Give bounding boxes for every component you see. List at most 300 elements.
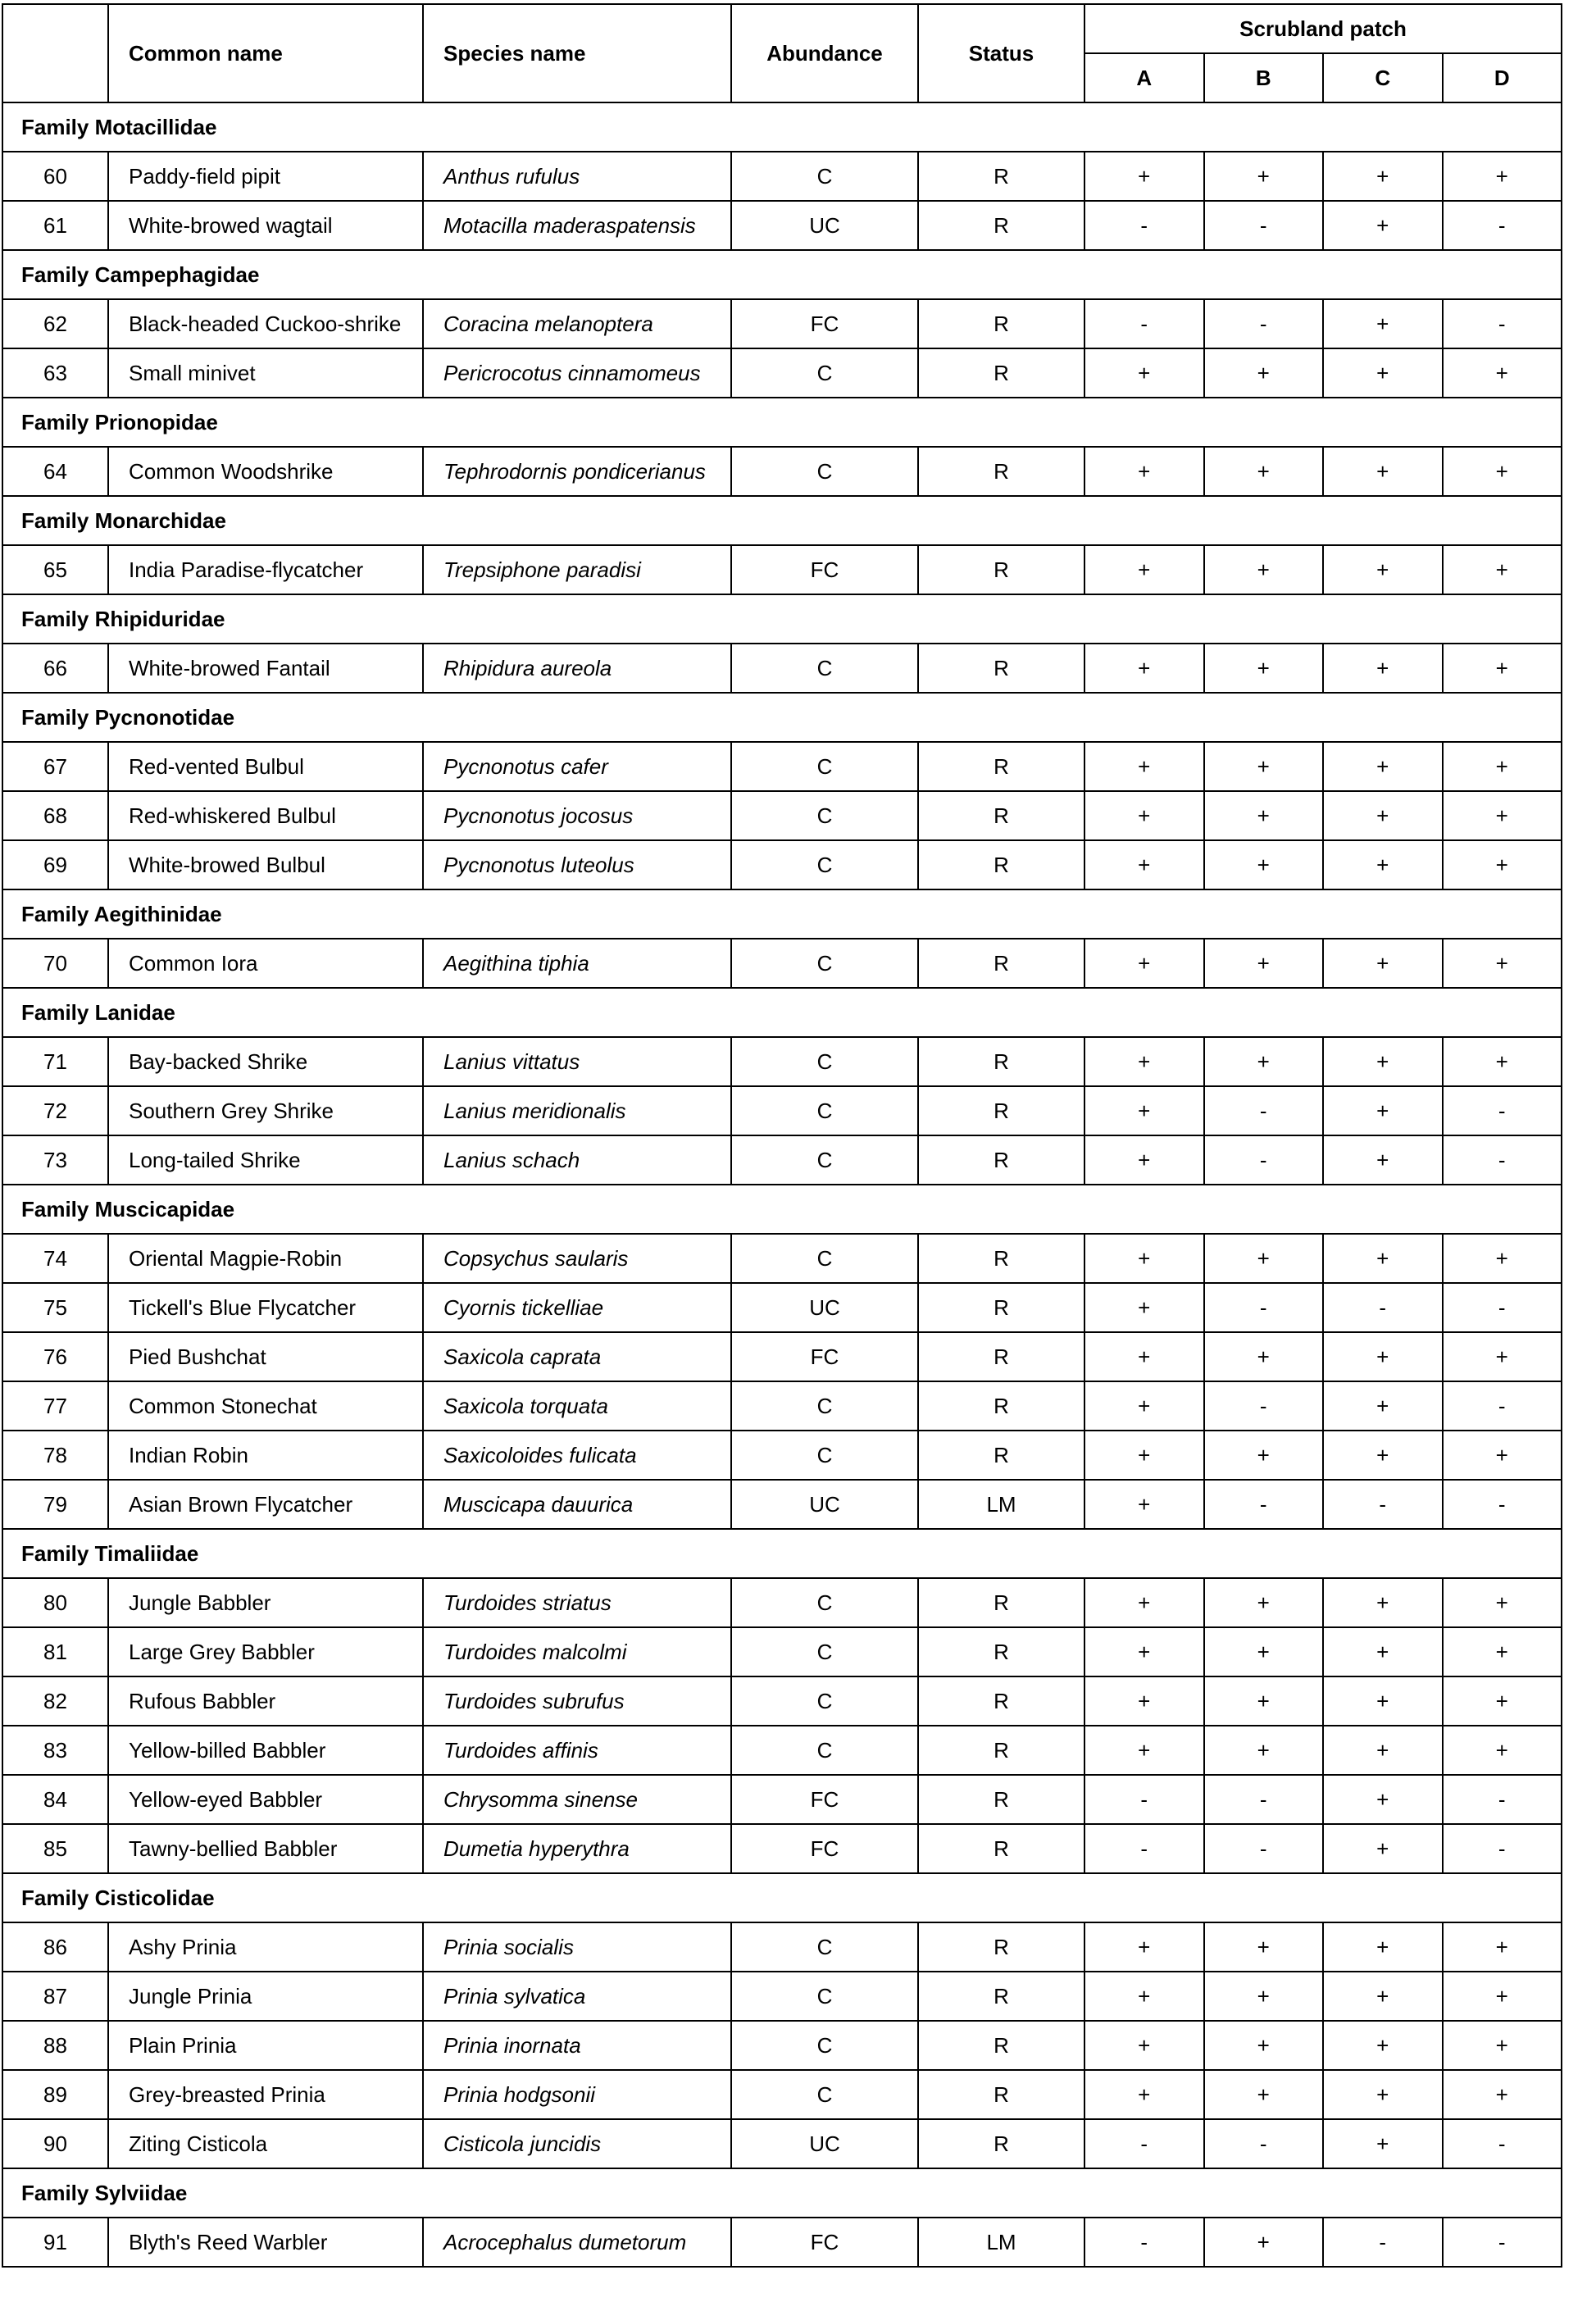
cell-patch-d: +: [1443, 840, 1562, 889]
table-row: [2, 644, 1562, 693]
cell-status: R: [918, 1922, 1084, 1972]
cell-number: 91: [2, 2218, 108, 2267]
cell-patch-a: +: [1084, 1627, 1204, 1676]
cell-patch-a: +: [1084, 644, 1204, 693]
cell-patch-c: +: [1323, 1726, 1443, 1775]
cell-patch-b: +: [1204, 1431, 1324, 1480]
cell-patch-a: +: [1084, 152, 1204, 201]
cell-number: 62: [2, 299, 108, 348]
cell-patch-a: +: [1084, 791, 1204, 840]
cell-patch-d: -: [1443, 1381, 1562, 1431]
cell-abundance: C: [731, 1578, 918, 1627]
cell-number: 87: [2, 1972, 108, 2021]
cell-species-name: Pericrocotus cinnamomeus: [423, 348, 731, 398]
cell-number: 84: [2, 1775, 108, 1824]
cell-abundance: C: [731, 644, 918, 693]
cell-status: R: [918, 299, 1084, 348]
cell-status: R: [918, 1676, 1084, 1726]
cell-abundance: C: [731, 939, 918, 988]
cell-number: 82: [2, 1676, 108, 1726]
cell-patch-b: +: [1204, 1676, 1324, 1726]
header-status: Status: [918, 4, 1084, 102]
cell-patch-c: +: [1323, 1135, 1443, 1185]
table-row: [2, 1234, 1562, 1283]
cell-species-name: Cyornis tickelliae: [423, 1283, 731, 1332]
family-label: Family Muscicapidae: [2, 1185, 1562, 1234]
cell-abundance: C: [731, 1381, 918, 1431]
cell-abundance: C: [731, 1037, 918, 1086]
cell-abundance: C: [731, 447, 918, 496]
cell-common-name: Ziting Cisticola: [108, 2119, 423, 2168]
cell-patch-d: -: [1443, 299, 1562, 348]
cell-status: R: [918, 1234, 1084, 1283]
cell-patch-a: -: [1084, 1824, 1204, 1873]
cell-abundance: C: [731, 1431, 918, 1480]
cell-patch-d: -: [1443, 1283, 1562, 1332]
cell-patch-b: -: [1204, 1283, 1324, 1332]
cell-abundance: C: [731, 2021, 918, 2070]
cell-patch-c: +: [1323, 348, 1443, 398]
cell-abundance: C: [731, 1922, 918, 1972]
header-patch-c: C: [1323, 53, 1443, 102]
cell-patch-b: +: [1204, 2218, 1324, 2267]
table-row: [2, 791, 1562, 840]
family-label: Family Motacillidae: [2, 102, 1562, 152]
family-label: Family Sylviidae: [2, 2168, 1562, 2218]
header-patch-a: A: [1084, 53, 1204, 102]
cell-species-name: Anthus rufulus: [423, 152, 731, 201]
cell-patch-c: +: [1323, 1086, 1443, 1135]
cell-patch-c: +: [1323, 742, 1443, 791]
cell-species-name: Prinia hodgsonii: [423, 2070, 731, 2119]
cell-number: 65: [2, 545, 108, 594]
cell-common-name: Common Woodshrike: [108, 447, 423, 496]
cell-patch-d: -: [1443, 201, 1562, 250]
cell-common-name: White-browed wagtail: [108, 201, 423, 250]
table-row: [2, 1431, 1562, 1480]
cell-status: R: [918, 447, 1084, 496]
cell-species-name: Pycnonotus jocosus: [423, 791, 731, 840]
cell-number: 69: [2, 840, 108, 889]
cell-patch-c: +: [1323, 545, 1443, 594]
cell-status: LM: [918, 1480, 1084, 1529]
cell-species-name: Aegithina tiphia: [423, 939, 731, 988]
cell-patch-c: +: [1323, 152, 1443, 201]
cell-abundance: FC: [731, 2218, 918, 2267]
cell-status: R: [918, 1824, 1084, 1873]
cell-status: R: [918, 1135, 1084, 1185]
cell-patch-a: +: [1084, 1578, 1204, 1627]
cell-patch-a: +: [1084, 1922, 1204, 1972]
cell-patch-b: -: [1204, 299, 1324, 348]
cell-species-name: Trepsiphone paradisi: [423, 545, 731, 594]
cell-patch-c: +: [1323, 1922, 1443, 1972]
cell-species-name: Prinia inornata: [423, 2021, 731, 2070]
cell-number: 75: [2, 1283, 108, 1332]
header-number: [2, 4, 108, 102]
cell-patch-c: +: [1323, 939, 1443, 988]
cell-patch-d: +: [1443, 1431, 1562, 1480]
cell-number: 76: [2, 1332, 108, 1381]
cell-number: 66: [2, 644, 108, 693]
cell-patch-c: +: [1323, 1578, 1443, 1627]
family-row: [2, 250, 1562, 299]
cell-status: R: [918, 840, 1084, 889]
cell-patch-b: +: [1204, 840, 1324, 889]
cell-status: R: [918, 2021, 1084, 2070]
table-row: [2, 2021, 1562, 2070]
cell-patch-d: +: [1443, 1627, 1562, 1676]
cell-patch-c: -: [1323, 2218, 1443, 2267]
cell-patch-a: +: [1084, 1037, 1204, 1086]
table-row: [2, 1775, 1562, 1824]
cell-patch-c: +: [1323, 201, 1443, 250]
cell-patch-a: -: [1084, 1775, 1204, 1824]
cell-abundance: C: [731, 2070, 918, 2119]
cell-number: 77: [2, 1381, 108, 1431]
cell-species-name: Acrocephalus dumetorum: [423, 2218, 731, 2267]
cell-abundance: C: [731, 742, 918, 791]
table-row: [2, 299, 1562, 348]
cell-common-name: Long-tailed Shrike: [108, 1135, 423, 1185]
cell-abundance: UC: [731, 201, 918, 250]
cell-common-name: Oriental Magpie-Robin: [108, 1234, 423, 1283]
cell-common-name: Southern Grey Shrike: [108, 1086, 423, 1135]
cell-abundance: FC: [731, 1332, 918, 1381]
table-row: [2, 1972, 1562, 2021]
header-common-name: Common name: [108, 4, 423, 102]
cell-common-name: Black-headed Cuckoo-shrike: [108, 299, 423, 348]
cell-species-name: Copsychus saularis: [423, 1234, 731, 1283]
cell-common-name: Paddy-field pipit: [108, 152, 423, 201]
family-label: Family Pycnonotidae: [2, 693, 1562, 742]
cell-patch-d: +: [1443, 1332, 1562, 1381]
cell-abundance: C: [731, 1726, 918, 1775]
cell-patch-a: +: [1084, 1086, 1204, 1135]
cell-patch-c: -: [1323, 1283, 1443, 1332]
table-row: [2, 348, 1562, 398]
cell-patch-d: -: [1443, 1775, 1562, 1824]
cell-number: 63: [2, 348, 108, 398]
cell-common-name: Bay-backed Shrike: [108, 1037, 423, 1086]
cell-species-name: Dumetia hyperythra: [423, 1824, 731, 1873]
cell-common-name: India Paradise-flycatcher: [108, 545, 423, 594]
cell-number: 71: [2, 1037, 108, 1086]
cell-common-name: Common Stonechat: [108, 1381, 423, 1431]
cell-patch-b: +: [1204, 791, 1324, 840]
cell-species-name: Lanius schach: [423, 1135, 731, 1185]
cell-common-name: Large Grey Babbler: [108, 1627, 423, 1676]
cell-patch-a: +: [1084, 2021, 1204, 2070]
cell-patch-a: -: [1084, 299, 1204, 348]
table-row: [2, 1086, 1562, 1135]
cell-patch-c: +: [1323, 447, 1443, 496]
cell-number: 90: [2, 2119, 108, 2168]
cell-common-name: Small minivet: [108, 348, 423, 398]
family-label: Family Lanidae: [2, 988, 1562, 1037]
cell-patch-d: +: [1443, 348, 1562, 398]
cell-patch-c: +: [1323, 2119, 1443, 2168]
family-row: [2, 1529, 1562, 1578]
cell-number: 60: [2, 152, 108, 201]
cell-patch-a: +: [1084, 1972, 1204, 2021]
table-row: [2, 1922, 1562, 1972]
cell-patch-c: +: [1323, 1775, 1443, 1824]
cell-number: 74: [2, 1234, 108, 1283]
cell-number: 86: [2, 1922, 108, 1972]
table-row: [2, 1676, 1562, 1726]
cell-status: R: [918, 1726, 1084, 1775]
cell-patch-c: +: [1323, 644, 1443, 693]
species-table-container: [2, 3, 1561, 2268]
cell-number: 72: [2, 1086, 108, 1135]
cell-abundance: C: [731, 1972, 918, 2021]
table-row: [2, 545, 1562, 594]
table-row: [2, 939, 1562, 988]
cell-abundance: C: [731, 348, 918, 398]
cell-species-name: Motacilla maderaspatensis: [423, 201, 731, 250]
family-row: [2, 1185, 1562, 1234]
cell-patch-d: +: [1443, 742, 1562, 791]
cell-patch-b: +: [1204, 2070, 1324, 2119]
cell-patch-b: +: [1204, 939, 1324, 988]
cell-patch-c: +: [1323, 1332, 1443, 1381]
cell-patch-a: +: [1084, 1726, 1204, 1775]
family-row: [2, 2168, 1562, 2218]
cell-patch-b: +: [1204, 1578, 1324, 1627]
cell-status: R: [918, 152, 1084, 201]
cell-status: R: [918, 939, 1084, 988]
table-row: [2, 840, 1562, 889]
cell-status: R: [918, 1332, 1084, 1381]
cell-patch-d: +: [1443, 939, 1562, 988]
cell-species-name: Muscicapa dauurica: [423, 1480, 731, 1529]
table-row: [2, 152, 1562, 201]
cell-status: LM: [918, 2218, 1084, 2267]
table-row: [2, 1135, 1562, 1185]
cell-species-name: Chrysomma sinense: [423, 1775, 731, 1824]
cell-status: R: [918, 1775, 1084, 1824]
cell-patch-b: +: [1204, 644, 1324, 693]
cell-patch-b: +: [1204, 447, 1324, 496]
cell-abundance: FC: [731, 1775, 918, 1824]
family-row: [2, 693, 1562, 742]
cell-species-name: Pycnonotus cafer: [423, 742, 731, 791]
header-species-name: Species name: [423, 4, 731, 102]
cell-status: R: [918, 1578, 1084, 1627]
cell-patch-c: +: [1323, 1431, 1443, 1480]
cell-patch-b: +: [1204, 1627, 1324, 1676]
cell-number: 88: [2, 2021, 108, 2070]
cell-status: R: [918, 1381, 1084, 1431]
cell-abundance: UC: [731, 1283, 918, 1332]
cell-patch-a: +: [1084, 545, 1204, 594]
cell-common-name: Blyth's Reed Warbler: [108, 2218, 423, 2267]
table-row: [2, 1824, 1562, 1873]
cell-patch-a: -: [1084, 2119, 1204, 2168]
cell-common-name: Indian Robin: [108, 1431, 423, 1480]
cell-patch-b: +: [1204, 1726, 1324, 1775]
cell-status: R: [918, 1972, 1084, 2021]
cell-common-name: Common Iora: [108, 939, 423, 988]
cell-status: R: [918, 742, 1084, 791]
cell-patch-d: -: [1443, 2218, 1562, 2267]
cell-patch-d: +: [1443, 1578, 1562, 1627]
cell-common-name: Tawny-bellied Babbler: [108, 1824, 423, 1873]
cell-number: 78: [2, 1431, 108, 1480]
table-row: [2, 1480, 1562, 1529]
cell-species-name: Turdoides striatus: [423, 1578, 731, 1627]
family-label: Family Aegithinidae: [2, 889, 1562, 939]
cell-patch-a: +: [1084, 1332, 1204, 1381]
cell-patch-c: +: [1323, 1037, 1443, 1086]
cell-patch-a: -: [1084, 201, 1204, 250]
header-patch-d: D: [1443, 53, 1562, 102]
cell-abundance: C: [731, 791, 918, 840]
cell-abundance: C: [731, 1086, 918, 1135]
cell-common-name: Yellow-billed Babbler: [108, 1726, 423, 1775]
cell-patch-a: +: [1084, 2070, 1204, 2119]
cell-common-name: Jungle Prinia: [108, 1972, 423, 2021]
cell-number: 85: [2, 1824, 108, 1873]
cell-abundance: C: [731, 152, 918, 201]
table-row: [2, 1726, 1562, 1775]
cell-patch-c: +: [1323, 1824, 1443, 1873]
cell-patch-d: +: [1443, 791, 1562, 840]
cell-patch-b: -: [1204, 1775, 1324, 1824]
species-table: [2, 3, 1562, 2268]
cell-patch-d: -: [1443, 1824, 1562, 1873]
cell-patch-d: +: [1443, 447, 1562, 496]
cell-number: 73: [2, 1135, 108, 1185]
cell-species-name: Cisticola juncidis: [423, 2119, 731, 2168]
family-label: Family Rhipiduridae: [2, 594, 1562, 644]
cell-patch-c: +: [1323, 2070, 1443, 2119]
cell-number: 79: [2, 1480, 108, 1529]
cell-species-name: Prinia sylvatica: [423, 1972, 731, 2021]
cell-patch-a: +: [1084, 1381, 1204, 1431]
cell-species-name: Rhipidura aureola: [423, 644, 731, 693]
table-row: [2, 1283, 1562, 1332]
cell-status: R: [918, 1283, 1084, 1332]
cell-species-name: Turdoides malcolmi: [423, 1627, 731, 1676]
family-row: [2, 102, 1562, 152]
cell-patch-d: -: [1443, 1135, 1562, 1185]
cell-number: 61: [2, 201, 108, 250]
cell-patch-d: +: [1443, 545, 1562, 594]
cell-abundance: C: [731, 1627, 918, 1676]
cell-patch-b: +: [1204, 545, 1324, 594]
cell-patch-b: -: [1204, 1135, 1324, 1185]
cell-abundance: FC: [731, 1824, 918, 1873]
cell-patch-c: +: [1323, 791, 1443, 840]
cell-patch-b: +: [1204, 1037, 1324, 1086]
cell-patch-a: +: [1084, 742, 1204, 791]
cell-species-name: Tephrodornis pondicerianus: [423, 447, 731, 496]
family-label: Family Prionopidae: [2, 398, 1562, 447]
cell-status: R: [918, 2119, 1084, 2168]
cell-patch-d: -: [1443, 1086, 1562, 1135]
cell-common-name: White-browed Fantail: [108, 644, 423, 693]
cell-patch-d: +: [1443, 1922, 1562, 1972]
cell-status: R: [918, 2070, 1084, 2119]
cell-status: R: [918, 201, 1084, 250]
cell-patch-d: +: [1443, 1676, 1562, 1726]
header-scrubland-patch: Scrubland patch: [1084, 4, 1562, 53]
cell-patch-c: +: [1323, 1381, 1443, 1431]
cell-patch-d: +: [1443, 1234, 1562, 1283]
family-label: Family Campephagidae: [2, 250, 1562, 299]
cell-status: R: [918, 1086, 1084, 1135]
cell-abundance: UC: [731, 1480, 918, 1529]
cell-patch-a: +: [1084, 1480, 1204, 1529]
cell-common-name: Red-whiskered Bulbul: [108, 791, 423, 840]
cell-patch-d: +: [1443, 1037, 1562, 1086]
cell-patch-d: +: [1443, 1726, 1562, 1775]
cell-patch-c: -: [1323, 1480, 1443, 1529]
cell-species-name: Coracina melanoptera: [423, 299, 731, 348]
cell-patch-d: -: [1443, 2119, 1562, 2168]
cell-number: 80: [2, 1578, 108, 1627]
cell-species-name: Saxicoloides fulicata: [423, 1431, 731, 1480]
cell-common-name: Tickell's Blue Flycatcher: [108, 1283, 423, 1332]
cell-patch-a: +: [1084, 1283, 1204, 1332]
cell-patch-b: +: [1204, 742, 1324, 791]
cell-patch-a: +: [1084, 1234, 1204, 1283]
table-row: [2, 742, 1562, 791]
cell-status: R: [918, 791, 1084, 840]
table-body: [2, 102, 1562, 2267]
table-row: [2, 201, 1562, 250]
cell-common-name: Red-vented Bulbul: [108, 742, 423, 791]
cell-patch-b: +: [1204, 152, 1324, 201]
cell-abundance: C: [731, 840, 918, 889]
family-row: [2, 988, 1562, 1037]
header-patch-b: B: [1204, 53, 1324, 102]
header-abundance: Abundance: [731, 4, 918, 102]
cell-patch-d: +: [1443, 2070, 1562, 2119]
cell-common-name: Rufous Babbler: [108, 1676, 423, 1726]
cell-abundance: C: [731, 1676, 918, 1726]
cell-patch-b: +: [1204, 1922, 1324, 1972]
family-row: [2, 398, 1562, 447]
cell-number: 83: [2, 1726, 108, 1775]
table-row: [2, 1627, 1562, 1676]
cell-patch-c: +: [1323, 840, 1443, 889]
table-row: [2, 2119, 1562, 2168]
cell-patch-a: +: [1084, 447, 1204, 496]
cell-species-name: Saxicola caprata: [423, 1332, 731, 1381]
cell-abundance: FC: [731, 299, 918, 348]
cell-status: R: [918, 1431, 1084, 1480]
cell-abundance: UC: [731, 2119, 918, 2168]
cell-number: 81: [2, 1627, 108, 1676]
cell-common-name: Grey-breasted Prinia: [108, 2070, 423, 2119]
cell-common-name: Yellow-eyed Babbler: [108, 1775, 423, 1824]
cell-patch-a: -: [1084, 2218, 1204, 2267]
cell-common-name: Asian Brown Flycatcher: [108, 1480, 423, 1529]
cell-patch-c: +: [1323, 299, 1443, 348]
cell-common-name: Ashy Prinia: [108, 1922, 423, 1972]
cell-species-name: Saxicola torquata: [423, 1381, 731, 1431]
family-row: [2, 1873, 1562, 1922]
cell-species-name: Pycnonotus luteolus: [423, 840, 731, 889]
cell-status: R: [918, 545, 1084, 594]
table-row: [2, 1037, 1562, 1086]
cell-patch-b: +: [1204, 1332, 1324, 1381]
cell-patch-c: +: [1323, 1972, 1443, 2021]
cell-patch-a: +: [1084, 939, 1204, 988]
